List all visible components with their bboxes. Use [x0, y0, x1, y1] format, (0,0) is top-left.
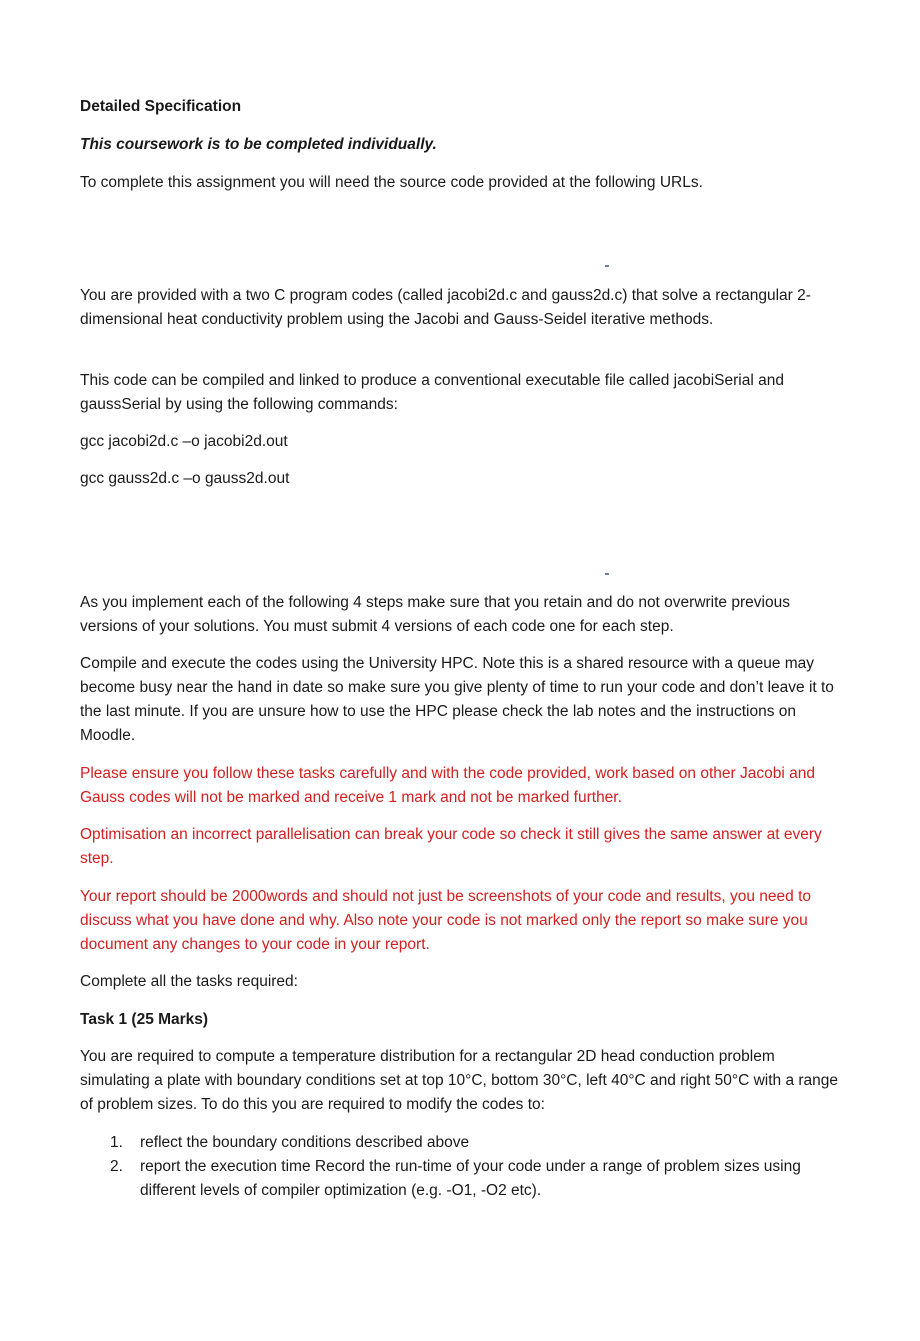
warning-code-paragraph: Please ensure you follow these tasks carefully and with the code provided, work based on other Jacobi and Gauss codes will not be marked and receive 1 mark and not be marked further.	[80, 765, 815, 806]
list-item-text: reflect the boundary conditions described above	[140, 1134, 470, 1151]
task1-heading: Task 1 (25 Marks)	[80, 1011, 209, 1028]
list-item	[80, 1131, 840, 1155]
faint-link-mark	[605, 573, 609, 575]
list-item-number: 2.	[110, 1158, 123, 1175]
list-item-number: 1.	[110, 1134, 123, 1151]
section-heading: Detailed Specification	[80, 98, 242, 115]
faint-link-mark	[605, 265, 609, 267]
complete-tasks-line: Complete all the tasks required:	[80, 973, 298, 990]
warning-report-paragraph: Your report should be 2000words and should not just be screenshots of your code and results, you need to discuss what you have done and why. Also note your code is not marked only the report so make sure you document any changes to your code in your report.	[80, 888, 811, 953]
individual-note: This coursework is to be completed individually.	[80, 136, 437, 153]
compile-intro-paragraph: This code can be compiled and linked to produce a conventional executable file called jacobiSerial and gaussSerial by using the following commands:	[80, 372, 784, 413]
command-gauss: gcc gauss2d.c –o gauss2d.out	[80, 470, 290, 487]
steps-paragraph: As you implement each of the following 4 steps make sure that you retain and do not overwrite previous versions of your solutions. You must submit 4 versions of each code one for each step.	[80, 594, 790, 635]
warning-optimisation-paragraph: Optimisation an incorrect parallelisation can break your code so check it still gives the same answer at every step.	[80, 826, 822, 867]
list-item	[80, 1155, 840, 1203]
provided-codes-paragraph: You are provided with a two C program codes (called jacobi2d.c and gauss2d.c) that solve a rectangular 2-dimensional heat conductivity problem using the Jacobi and Gauss-Seidel iterative methods.	[80, 287, 811, 328]
task1-list	[80, 1131, 840, 1203]
intro-paragraph: To complete this assignment you will need the source code provided at the following URLs.	[80, 174, 703, 191]
list-item-text: report the execution time Record the run-time of your code under a range of problem sizes using different levels of compiler optimization (e.g. -O1, -O2 etc).	[140, 1158, 801, 1199]
task1-paragraph: You are required to compute a temperature distribution for a rectangular 2D head conduction problem simulating a plate with boundary conditions set at top 10°C, bottom 30°C, left 40°C and right 50°C with a range of problem sizes. To do this you are required to modify the codes to:	[80, 1048, 839, 1113]
hpc-paragraph: Compile and execute the codes using the University HPC. Note this is a shared resource with a queue may become busy near the hand in date so make sure you give plenty of time to run your code and don’t leave it to the last minute. If you are unsure how to use the HPC please check the lab notes and the instructions on Moodle.	[80, 655, 834, 744]
command-jacobi: gcc jacobi2d.c –o jacobi2d.out	[80, 433, 288, 450]
